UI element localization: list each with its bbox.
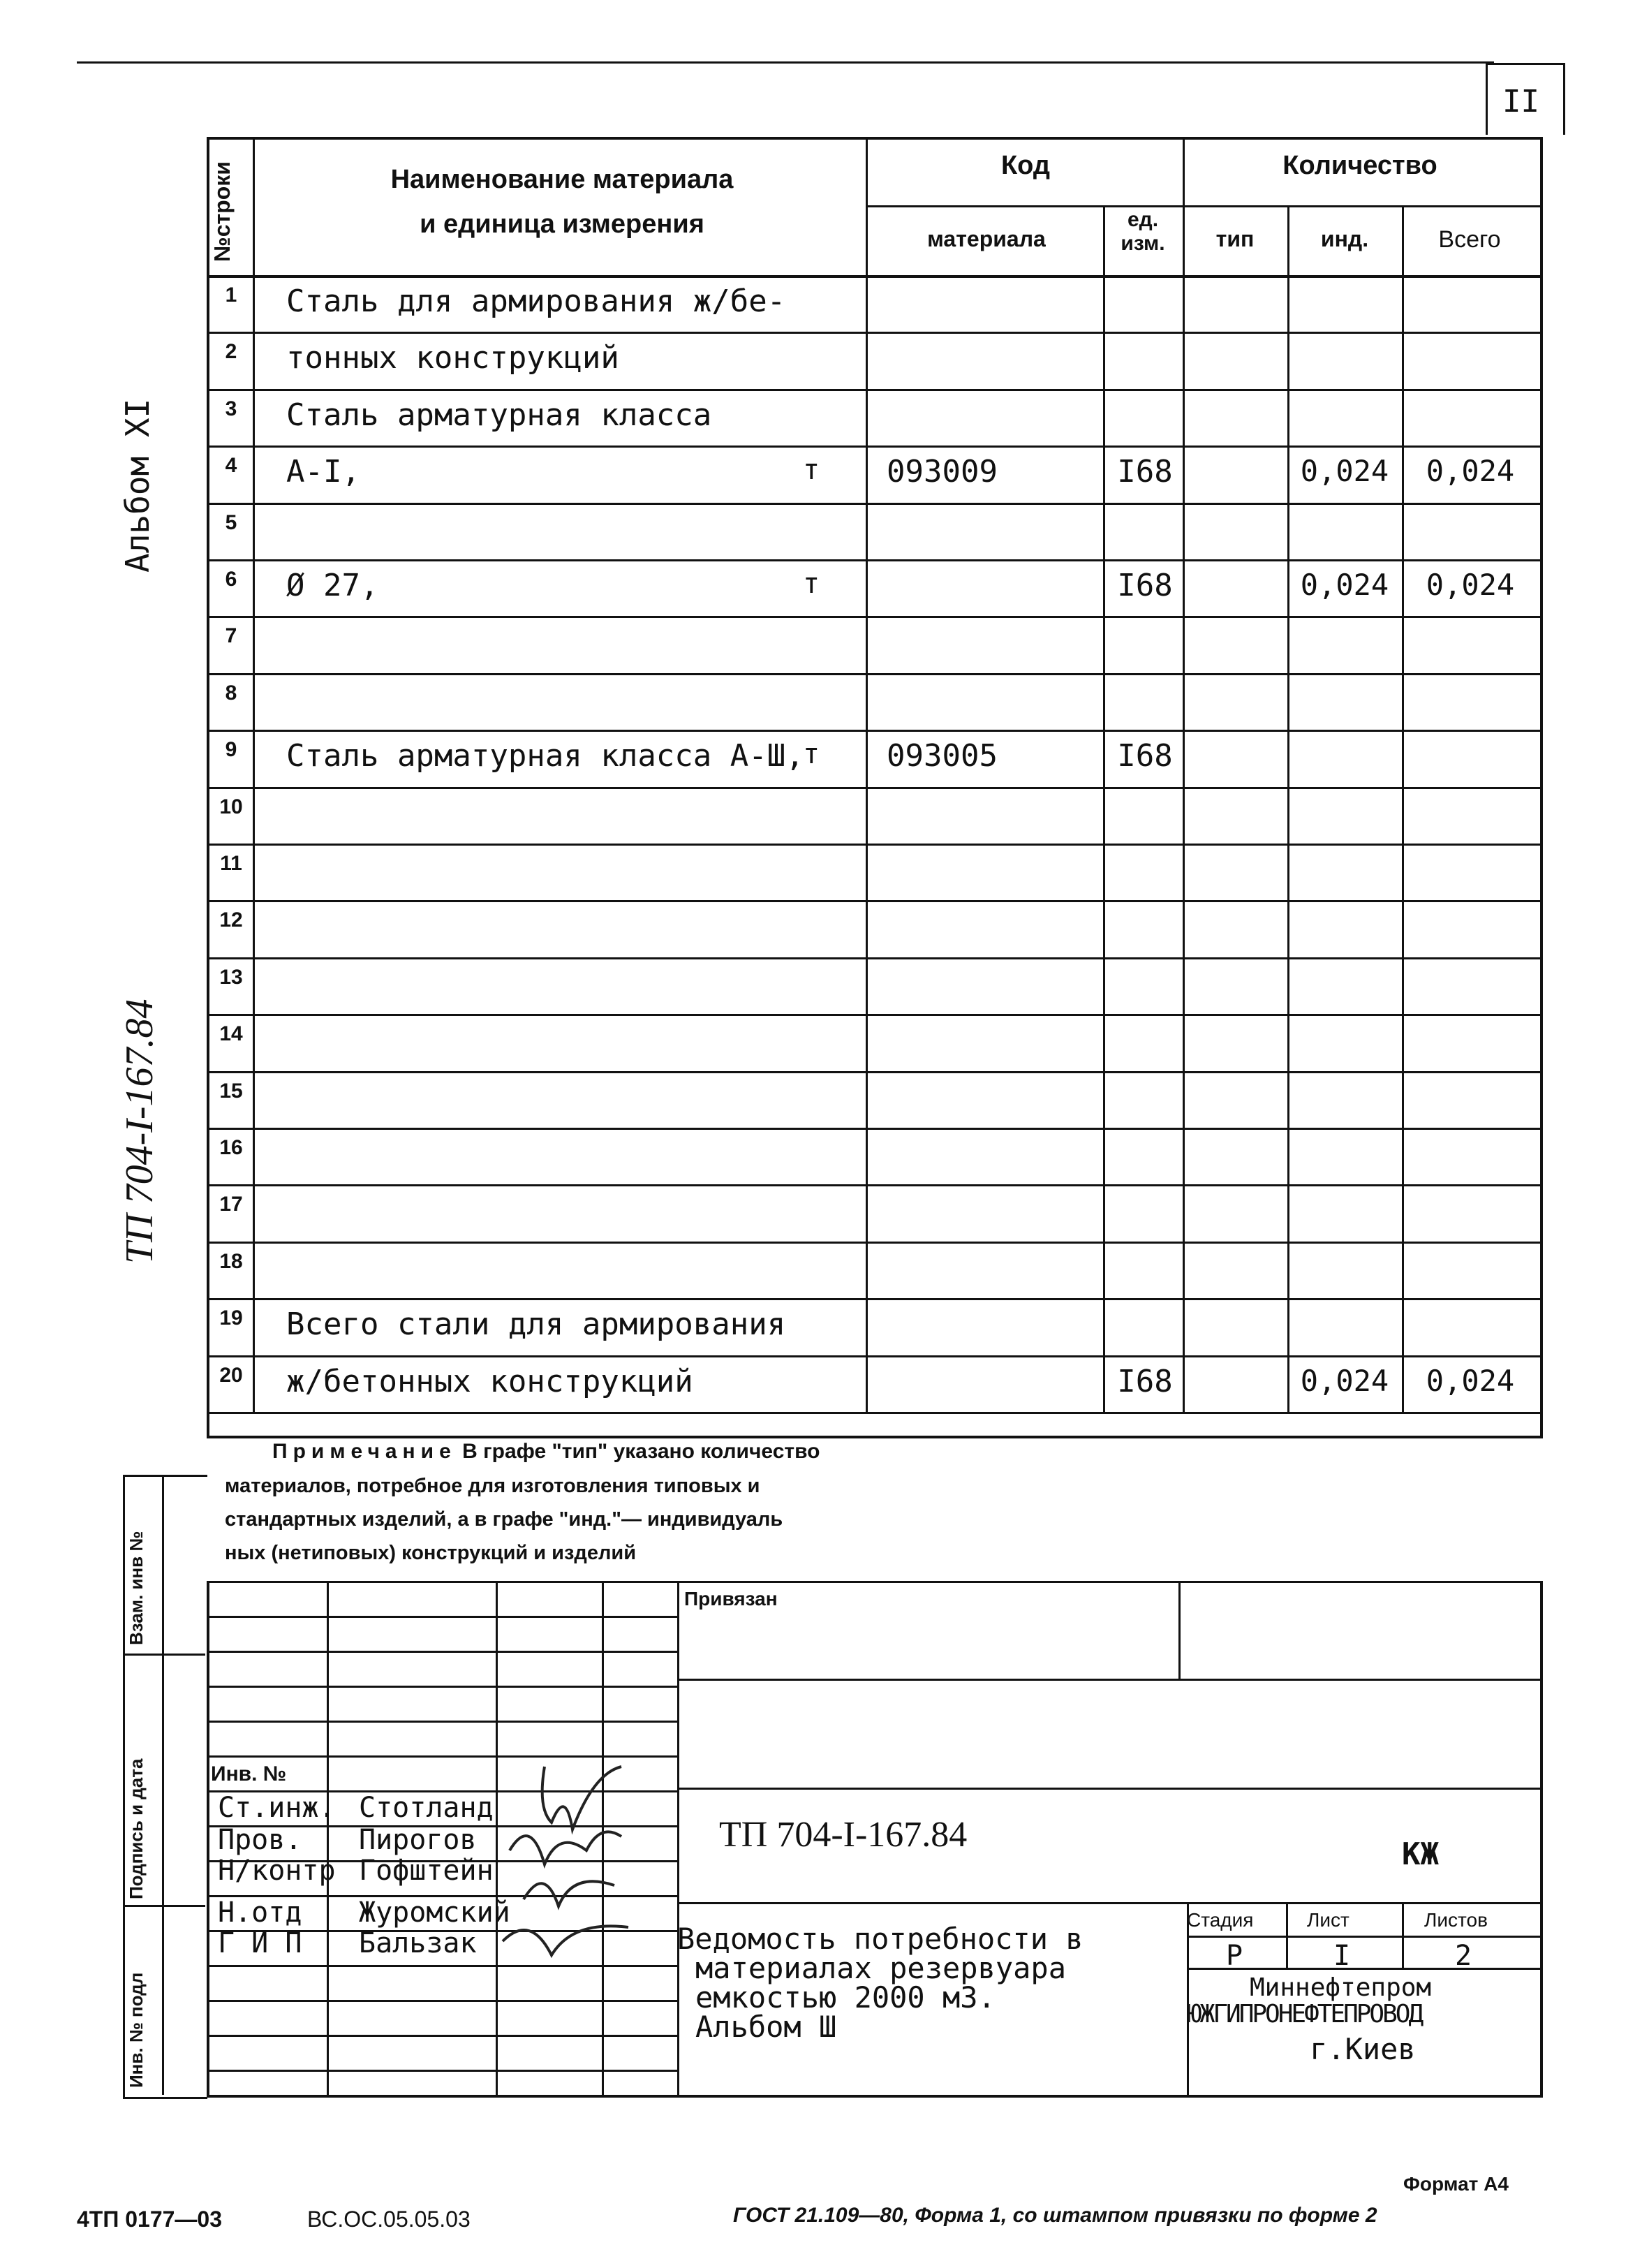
sheets-value: 2 — [1455, 1940, 1472, 1972]
org-line-3: г.Киев — [1310, 2032, 1416, 2066]
stage-label: Стадия — [1187, 1909, 1254, 1931]
material-name: Сталь арматурная класса А-Ш, — [286, 738, 804, 774]
qty-total: 0,024 — [1426, 1363, 1515, 1398]
row-number: 16 — [219, 1136, 243, 1159]
table-row — [207, 616, 1540, 672]
table-row — [207, 503, 1540, 559]
stamp-left-row-line — [207, 1616, 677, 1618]
table-row — [207, 1128, 1540, 1184]
stamp-main-divider — [677, 1581, 679, 2095]
stamp-title-3: емкостью 2000 м3. — [695, 1980, 996, 2015]
stamp-person-role: Н/контр — [218, 1855, 336, 1887]
stamp-left-row-line — [207, 2070, 677, 2072]
stamp-inv-no: Инв. № — [211, 1762, 287, 1785]
stamp-person-name: Пирогов — [359, 1824, 477, 1856]
format-label: Формат А4 — [1403, 2173, 1509, 2195]
side-label-podpis: Подпись и дата — [126, 1758, 147, 1899]
qty-ind: 0,024 — [1300, 568, 1389, 602]
signatures-drawing — [489, 1746, 642, 1969]
row-number: 7 — [225, 624, 237, 648]
material-code: 093005 — [887, 738, 998, 774]
qty-ind: 0,024 — [1300, 1363, 1389, 1398]
stamp-title-1: Ведомость потребности в — [677, 1922, 1084, 1956]
unit-code: I68 — [1117, 1363, 1173, 1399]
row-number: 20 — [219, 1363, 243, 1387]
stamp-person-name: Гофштейн — [359, 1855, 494, 1887]
stamp-left-row-line — [207, 1581, 677, 1583]
side-inner-line — [162, 1475, 164, 2095]
material-name: тонных конструкций — [286, 340, 619, 376]
stamp-stage-col-line — [1286, 1902, 1288, 1968]
row-number: 2 — [225, 340, 237, 364]
stamp-privyazan: Привязан — [684, 1588, 778, 1610]
footer-code-1: 4ТП 0177—03 — [77, 2207, 223, 2232]
unit-code: I68 — [1117, 738, 1173, 774]
org-line-2: ЮЖГИПРОНЕФТЕПРОВОД — [1187, 2000, 1422, 2028]
material-name: Сталь для армирования ж/бе- — [286, 284, 786, 319]
signature-stroke-4 — [503, 1926, 628, 1955]
header-qty-type: тип — [1215, 226, 1255, 251]
header-code: Код — [1000, 151, 1051, 180]
org-line-1: Миннефтепром — [1250, 1973, 1432, 2002]
table-row — [207, 446, 1540, 502]
stamp-stage-header-line — [1187, 1936, 1540, 1938]
table-row — [207, 673, 1540, 730]
stamp-person-role: Ст.инж. — [218, 1792, 336, 1824]
sheet-value: I — [1333, 1940, 1351, 1972]
stamp-title-top — [677, 1902, 1540, 1904]
unit-code: I68 — [1117, 454, 1173, 490]
stamp-sheet-col-line — [1402, 1902, 1404, 1968]
stamp-mid-line — [677, 1788, 1540, 1790]
table-row — [207, 900, 1540, 957]
stamp-left-row-line — [207, 1651, 677, 1653]
sheet-number: II — [1502, 84, 1539, 119]
project-code-label: ТП 704-I-167.84 — [118, 999, 161, 1264]
stamp-privyazan-divider — [1178, 1581, 1181, 1679]
row-number: 15 — [219, 1079, 243, 1103]
stamp-left-col-line — [327, 1581, 329, 2095]
table-row — [207, 1184, 1540, 1241]
stage-value: Р — [1226, 1940, 1243, 1972]
note-text-1: В графе "тип" указано количество — [462, 1440, 820, 1463]
note-line-2: материалов, потребное для изготовления типовых и — [225, 1475, 760, 1497]
header-code-material: материала — [927, 226, 1046, 251]
row-number: 18 — [219, 1249, 243, 1273]
table-row — [207, 1071, 1540, 1128]
stamp-left-row-line — [207, 2035, 677, 2037]
top-scan-line — [77, 61, 1494, 64]
header-name-1: Наименование материала — [390, 165, 734, 194]
header-row-number: №строки — [209, 161, 235, 262]
table-row — [207, 787, 1540, 844]
sheet-label: Лист — [1307, 1909, 1349, 1931]
material-name: ж/бетонных конструкций — [286, 1363, 693, 1399]
side-divider-2 — [123, 1905, 205, 1907]
row-number: 1 — [225, 284, 237, 307]
table-row — [207, 332, 1540, 388]
stamp-privyazan-bottom — [677, 1679, 1540, 1681]
table-row — [207, 1242, 1540, 1298]
material-name: А-I, — [286, 454, 360, 490]
row-number: 4 — [225, 454, 237, 478]
qty-total: 0,024 — [1426, 568, 1515, 602]
row-number: 3 — [225, 397, 237, 420]
album-label: Альбом XI — [119, 398, 156, 573]
note-lead: Примечание — [272, 1440, 457, 1463]
footer-gost: ГОСТ 21.109—80, Форма 1, со штампом привязки по форме 2 — [733, 2204, 1377, 2227]
unit-suffix: т — [803, 568, 820, 600]
table-row — [207, 957, 1540, 1014]
row-number: 8 — [225, 681, 237, 705]
stamp-left-row-line — [207, 1721, 677, 1723]
unit-suffix: т — [803, 454, 820, 487]
unit-code: I68 — [1117, 568, 1173, 603]
table-row — [207, 559, 1540, 616]
table-row — [207, 1298, 1540, 1355]
material-name: Сталь арматурная класса — [286, 397, 712, 433]
material-name: Ø 27, — [286, 568, 379, 603]
signature-stroke-3 — [524, 1881, 614, 1906]
table-row — [207, 275, 1540, 332]
stamp-title-4: Альбом Ш — [695, 2010, 837, 2044]
header-qty-total: Всего — [1438, 226, 1501, 253]
table-row — [207, 730, 1540, 786]
row-number: 9 — [225, 738, 237, 762]
stamp-person-name: Журомский — [359, 1897, 510, 1929]
signature-stroke-2 — [510, 1832, 621, 1864]
side-label-vzam: Взам. инв № — [126, 1531, 147, 1645]
header-code-unit: ед. изм. — [1121, 208, 1165, 255]
table-row — [207, 844, 1540, 900]
stamp-person-role: Н.отд — [218, 1897, 302, 1929]
footer-code-2: ВС.ОС.05.05.03 — [307, 2207, 471, 2232]
signature-stroke-1 — [542, 1767, 621, 1829]
header-name-2: и единица измерения — [420, 209, 704, 239]
stamp-designation: ТП 704-I-167.84 — [719, 1815, 968, 1855]
stamp-person-name: Стотланд — [359, 1792, 494, 1824]
row-number: 14 — [219, 1022, 243, 1046]
table-row — [207, 389, 1540, 446]
note-line-3: стандартных изделий, а в графе "инд."— индивидуаль — [225, 1508, 783, 1531]
stamp-mark: КЖ — [1402, 1836, 1439, 1872]
stamp-title-2: материалах резервуара — [695, 1951, 1067, 1985]
sheets-label: Листов — [1424, 1909, 1488, 1931]
row-number: 17 — [219, 1193, 243, 1216]
header-quantity: Количество — [1282, 151, 1437, 180]
stamp-left-row-line — [207, 1686, 677, 1688]
material-name: Всего стали для армирования — [286, 1306, 786, 1343]
stamp-person-role: Пров. — [218, 1824, 302, 1856]
row-number: 12 — [219, 908, 243, 932]
header-subrow-line — [866, 205, 1540, 207]
note-line-1 — [272, 1440, 820, 1464]
side-label-inv: Инв. № подл — [126, 1972, 147, 2088]
row-line — [207, 1412, 1540, 1414]
qty-total: 0,024 — [1426, 454, 1515, 489]
row-number: 19 — [219, 1306, 243, 1330]
row-number: 11 — [220, 852, 242, 875]
stamp-person-name: Бальзак — [359, 1927, 477, 1959]
row-number: 10 — [219, 795, 243, 818]
unit-suffix: т — [803, 738, 820, 771]
stamp-left-row-line — [207, 2000, 677, 2002]
table-row — [207, 1355, 1540, 1412]
stamp-person-role: Г И П — [218, 1927, 302, 1959]
row-number: 5 — [225, 510, 237, 534]
side-divider-1 — [123, 1654, 205, 1656]
material-code: 093009 — [887, 454, 998, 490]
header-qty-ind: инд. — [1320, 226, 1369, 251]
qty-ind: 0,024 — [1300, 454, 1389, 489]
row-number: 13 — [219, 965, 243, 989]
note-line-4: ных (нетиповых) конструкций и изделий — [225, 1542, 637, 1564]
row-number: 6 — [225, 568, 237, 591]
table-row — [207, 1014, 1540, 1070]
